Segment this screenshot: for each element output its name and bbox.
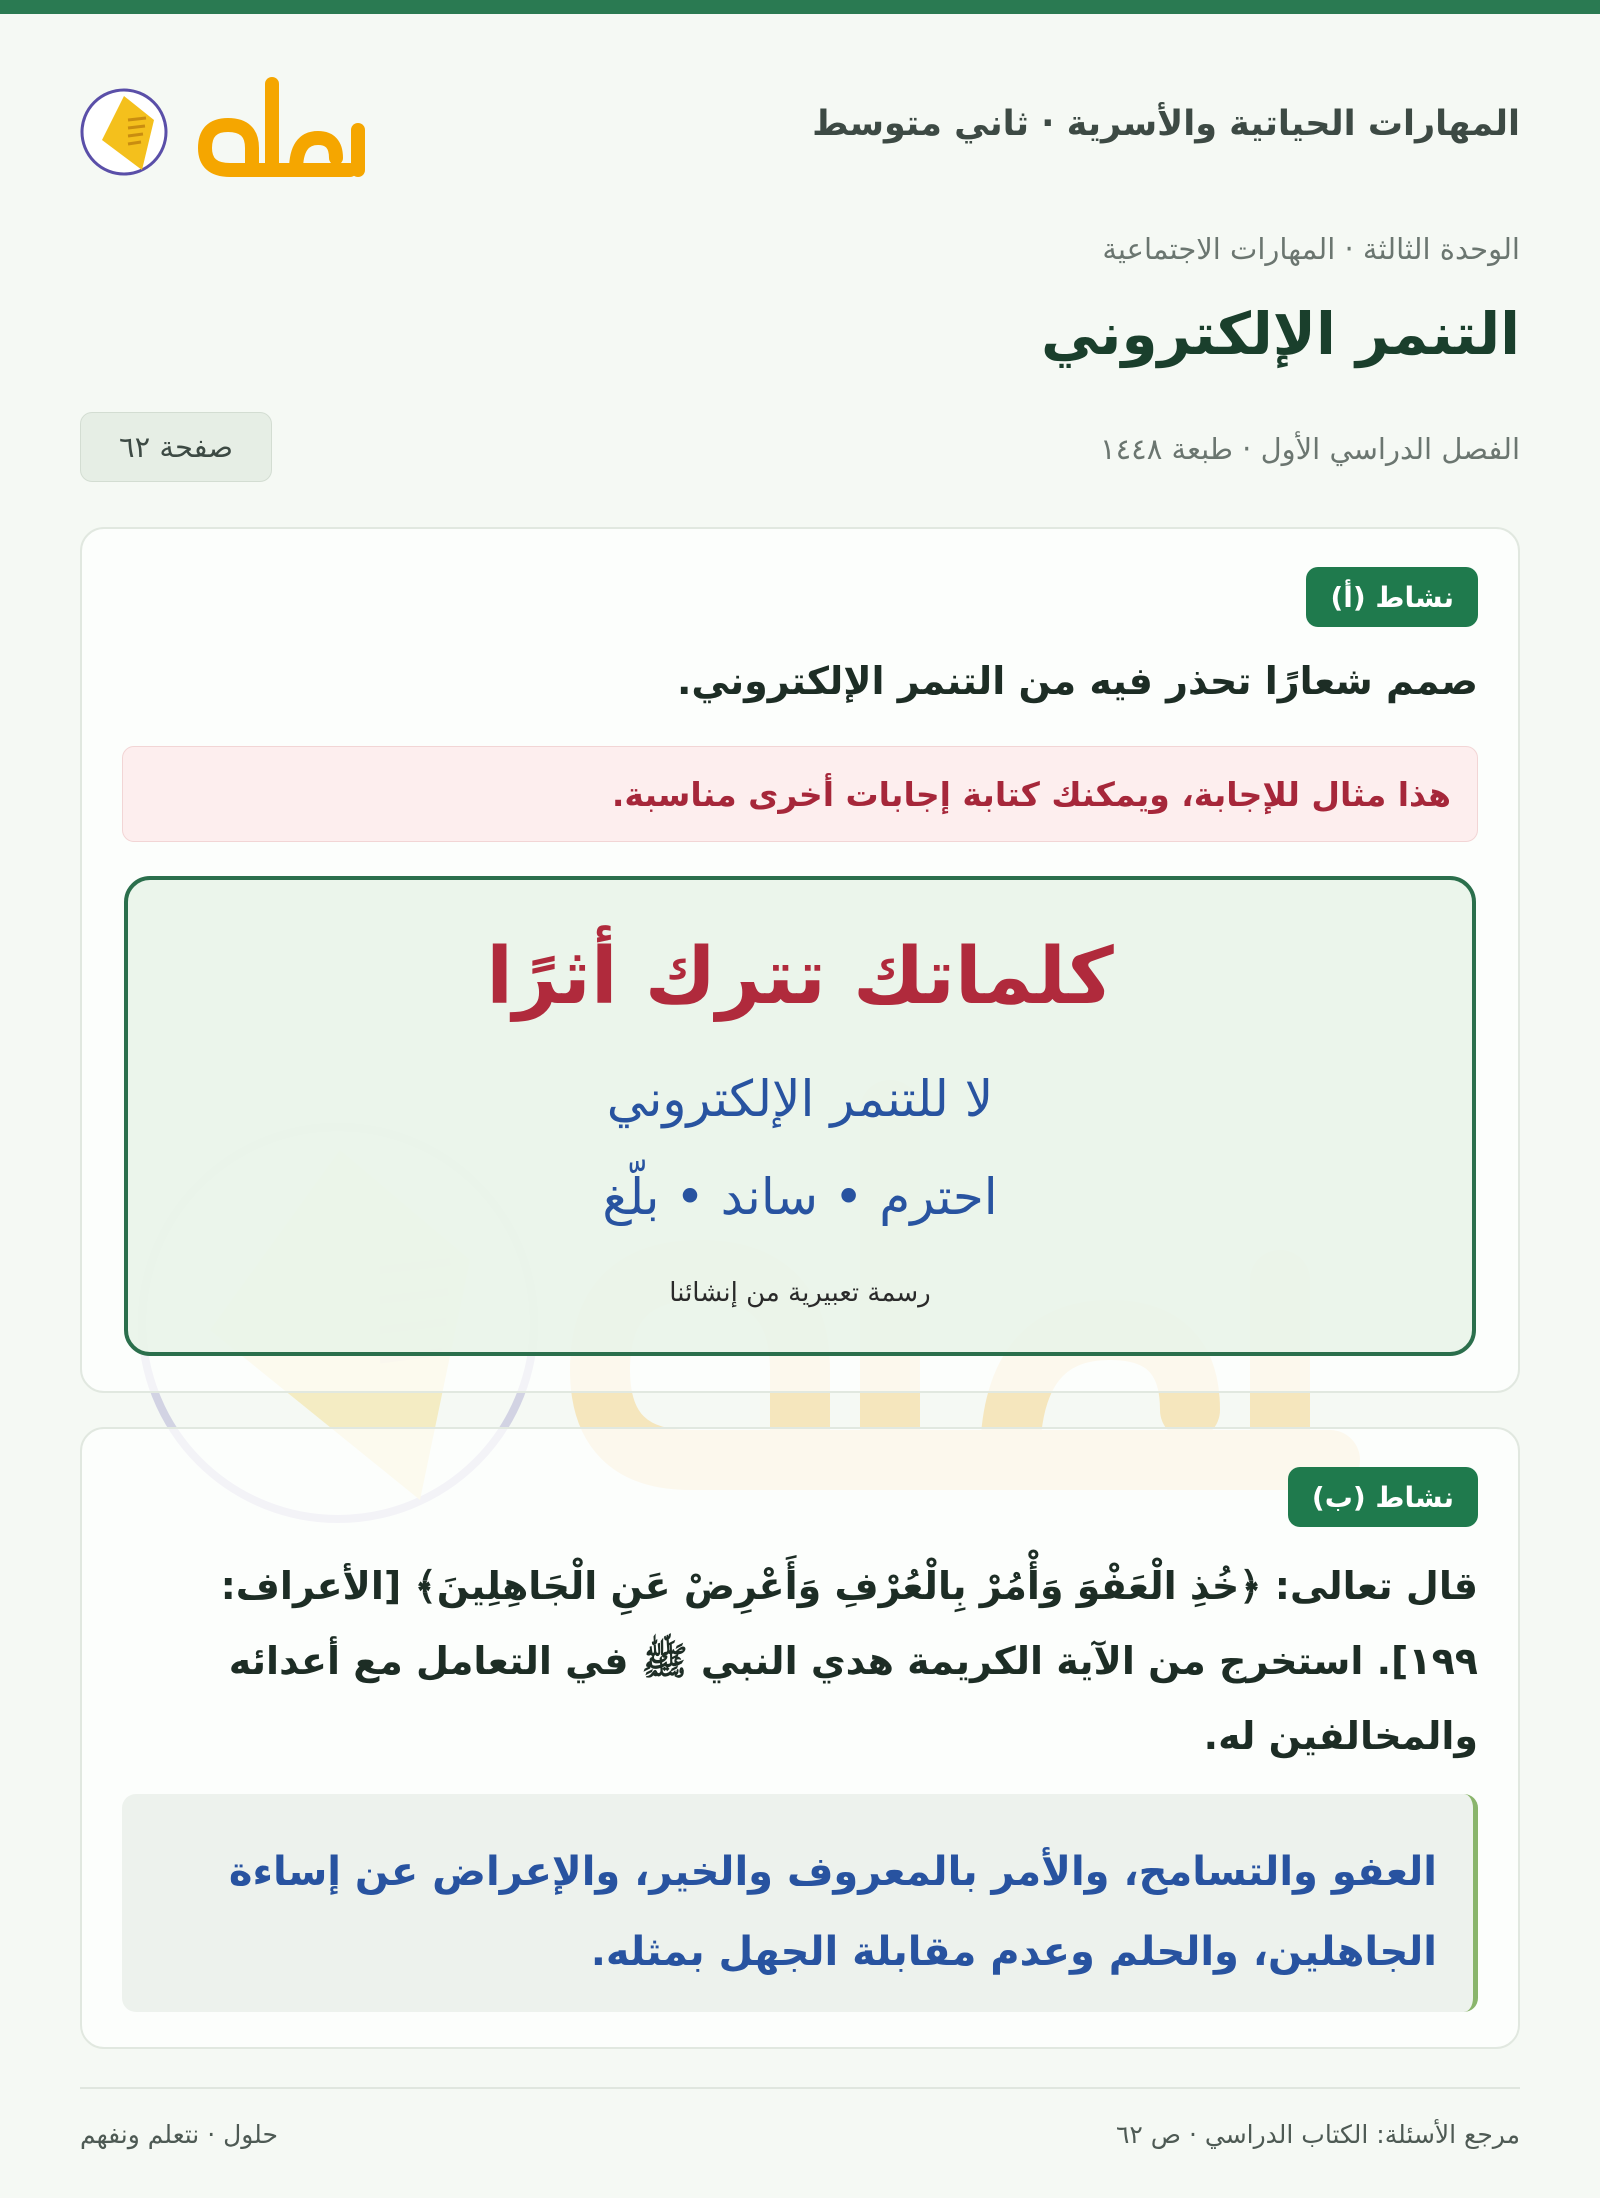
footer-divider xyxy=(80,2087,1520,2089)
activity-b-badge: نشاط (ب) xyxy=(1288,1467,1478,1527)
page-number-badge: صفحة ٦٢ xyxy=(80,412,272,482)
poster-actions: احترم • ساند • بلّغ xyxy=(602,1168,998,1226)
activity-b-answer: العفو والتسامح، والأمر بالمعروف والخير، والإعراض عن إساءة الجاهلين، والحلم وعدم مقابلة الجهل بمثله. xyxy=(122,1794,1478,2012)
footer-reference: مرجع الأسئلة: الكتاب الدراسي · ص ٦٢ xyxy=(1115,2120,1520,2149)
top-accent-bar xyxy=(0,0,1600,14)
poster-caption: رسمة تعبيرية من إنشائنا xyxy=(669,1278,931,1308)
activity-b-card xyxy=(80,1427,1520,2049)
semester-info: الفصل الدراسي الأول · طبعة ١٤٤٨ xyxy=(1100,432,1520,466)
lesson-title: التنمر الإلكتروني xyxy=(1040,300,1520,368)
poster-subtitle: لا للتنمر الإلكتروني xyxy=(606,1070,994,1128)
hulul-logo[interactable] xyxy=(80,70,370,200)
slogan-poster xyxy=(124,876,1476,1356)
poster-headline: كلماتك تترك أثرًا xyxy=(486,932,1114,1022)
footer-brand[interactable]: حلول · نتعلم ونفهم xyxy=(80,2120,278,2149)
activity-a-badge: نشاط (أ) xyxy=(1306,567,1478,627)
activity-a-card xyxy=(80,527,1520,1393)
activity-b-question: قال تعالى: ﴿خُذِ الْعَفْوَ وَأْمُرْ بِالْعُرْفِ وَأَعْرِضْ عَنِ الْجَاهِلِينَ﴾ [الأعراف: ١٩٩]. استخرج من الآية الكريمة هدي النبي ﷺ في التعامل مع أعدائه والمخالفين له. xyxy=(220,1564,1478,1758)
activity-a-question: صمم شعارًا تحذر فيه من التنمر الإلكتروني. xyxy=(676,659,1478,703)
example-answer-note: هذا مثال للإجابة، ويمكنك كتابة إجابات أخرى مناسبة. xyxy=(122,746,1478,842)
unit-breadcrumb: الوحدة الثالثة · المهارات الاجتماعية xyxy=(1102,232,1520,266)
site-title: المهارات الحياتية والأسرية · ثاني متوسط xyxy=(812,104,1520,144)
page-header xyxy=(80,70,1520,200)
